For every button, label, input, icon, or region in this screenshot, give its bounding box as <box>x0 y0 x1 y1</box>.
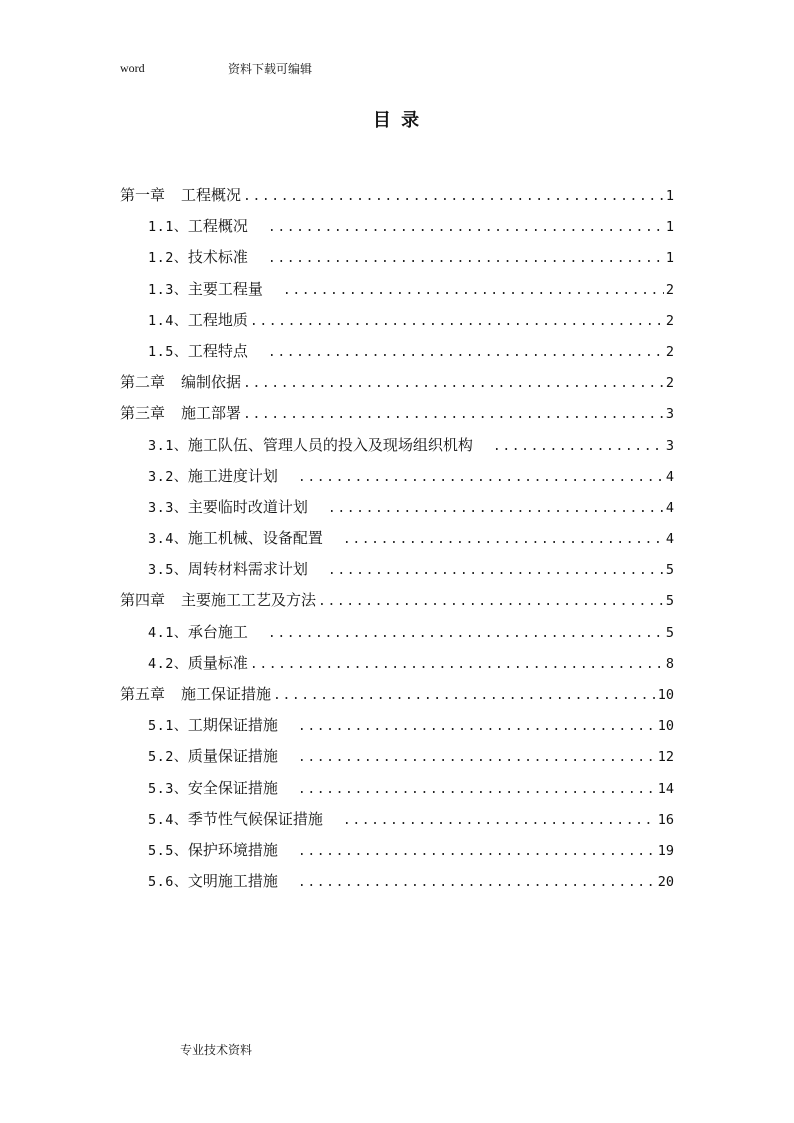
toc-entry-label: 主要施工工艺及方法 <box>181 591 317 610</box>
toc-page-number: 1 <box>665 250 674 267</box>
toc-dot-leader <box>243 399 664 430</box>
toc-dot-leader <box>298 774 656 805</box>
toc-entry-number: 1.4、 <box>148 312 188 329</box>
toc-dot-leader <box>328 493 664 524</box>
toc-dot-leader <box>343 805 656 836</box>
toc-page-number: 4 <box>665 499 674 516</box>
toc-entry-label: 季节性气候保证措施 <box>187 809 323 828</box>
toc-chapter-entry[interactable] <box>120 180 674 211</box>
toc-dot-leader <box>298 836 656 867</box>
toc-entry-label: 主要工程量 <box>187 279 263 298</box>
toc-entry-number: 第五章 <box>120 685 166 703</box>
toc-dot-leader <box>268 243 664 274</box>
toc-entry-label: 施工部署 <box>181 404 242 423</box>
toc-section-entry[interactable] <box>120 804 674 835</box>
toc-entry-number: 第三章 <box>120 404 166 423</box>
toc-section-entry[interactable] <box>120 554 674 585</box>
toc-entry-label: 工程概况 <box>181 186 242 204</box>
toc-page-number: 2 <box>665 312 674 329</box>
toc-page-number: 3 <box>665 437 674 454</box>
toc-dot-leader <box>243 181 664 212</box>
toc-dot-leader <box>268 618 664 649</box>
toc-entry-number: 5.5、 <box>148 842 188 859</box>
toc-entry-label: 主要临时改道计划 <box>187 497 308 516</box>
toc-dot-leader <box>298 462 664 493</box>
toc-page-number: 4 <box>665 468 674 485</box>
toc-section-entry[interactable] <box>120 523 674 554</box>
toc-entry-label: 施工队伍、管理人员的投入及现场组织机构 <box>187 435 473 454</box>
toc-entry-number: 3.1、 <box>148 437 188 454</box>
toc-page-number: 16 <box>657 811 674 828</box>
toc-section-entry[interactable] <box>120 336 674 367</box>
toc-entry-label: 保护环境措施 <box>187 840 278 859</box>
toc-entry-label: 工程概况 <box>187 217 248 236</box>
toc-entry-label: 质量标准 <box>187 653 248 672</box>
toc-entry-label: 工程地质 <box>187 310 248 329</box>
toc-entry-number: 1.2、 <box>148 250 188 267</box>
toc-page-number: 20 <box>657 874 674 891</box>
toc-entry-number: 3.5、 <box>148 562 188 579</box>
toc-section-entry[interactable] <box>120 710 674 741</box>
toc-entry-number: 第二章 <box>120 373 166 392</box>
toc-entry-label: 技术标准 <box>187 248 248 267</box>
toc-entry-number: 1.5、 <box>148 343 188 360</box>
toc-entry-label: 工期保证措施 <box>187 716 278 735</box>
toc-entry-label: 编制依据 <box>181 373 242 392</box>
toc-page-number: 2 <box>665 281 674 298</box>
toc-page-number: 2 <box>665 343 674 360</box>
toc-dot-leader <box>493 431 664 462</box>
toc-page-number: 19 <box>657 842 674 859</box>
toc-entry-label: 文明施工措施 <box>187 872 278 891</box>
table-of-contents <box>120 180 674 897</box>
toc-entry-label: 周转材料需求计划 <box>187 560 308 579</box>
toc-dot-leader <box>243 368 664 399</box>
toc-section-entry[interactable] <box>120 866 674 897</box>
toc-section-entry[interactable] <box>120 430 674 461</box>
toc-dot-leader <box>268 337 664 368</box>
footer-text: 专业技术资料 <box>180 1043 253 1057</box>
toc-section-entry[interactable] <box>120 617 674 648</box>
toc-dot-leader <box>298 742 656 773</box>
toc-entry-number: 第一章 <box>120 186 166 204</box>
toc-entry-number: 5.6、 <box>148 874 188 891</box>
toc-entry-label: 施工机械、设备配置 <box>187 529 323 548</box>
toc-dot-leader <box>273 680 656 711</box>
toc-section-entry[interactable] <box>120 648 674 679</box>
toc-page-number: 5 <box>665 593 674 610</box>
toc-entry-number: 3.4、 <box>148 531 188 548</box>
toc-chapter-entry[interactable] <box>120 367 674 398</box>
toc-section-entry[interactable] <box>120 211 674 242</box>
toc-section-entry[interactable] <box>120 835 674 866</box>
toc-entry-number: 3.2、 <box>148 468 188 485</box>
toc-entry-number: 4.1、 <box>148 624 188 641</box>
toc-page-number: 1 <box>665 188 674 204</box>
toc-section-entry[interactable] <box>120 305 674 336</box>
toc-page-number: 8 <box>665 655 674 672</box>
toc-dot-leader <box>250 649 664 680</box>
toc-section-entry[interactable] <box>120 242 674 273</box>
toc-entry-label: 施工保证措施 <box>181 685 272 703</box>
toc-entry-number: 5.2、 <box>148 749 188 766</box>
toc-entry-label: 承台施工 <box>187 622 248 641</box>
toc-entry-label: 质量保证措施 <box>187 747 278 766</box>
toc-dot-leader <box>298 867 656 898</box>
toc-entry-number: 5.4、 <box>148 811 188 828</box>
toc-page-number: 3 <box>665 406 674 423</box>
toc-section-entry[interactable] <box>120 461 674 492</box>
toc-page-number: 4 <box>665 531 674 548</box>
toc-chapter-entry[interactable] <box>120 585 674 616</box>
toc-dot-leader <box>328 555 664 586</box>
toc-entry-label: 安全保证措施 <box>187 778 278 797</box>
toc-chapter-entry[interactable] <box>120 679 674 710</box>
toc-page-number: 14 <box>657 780 674 797</box>
toc-section-entry[interactable] <box>120 741 674 772</box>
toc-page-number: 12 <box>657 749 674 766</box>
toc-entry-label: 施工进度计划 <box>187 466 278 485</box>
toc-section-entry[interactable] <box>120 773 674 804</box>
toc-dot-leader <box>283 275 664 306</box>
toc-page-number: 5 <box>665 562 674 579</box>
toc-entry-number: 5.1、 <box>148 718 188 735</box>
toc-page-number: 10 <box>657 687 674 703</box>
toc-section-entry[interactable] <box>120 274 674 305</box>
page-title: 目 录 <box>372 110 422 131</box>
toc-page-number: 1 <box>665 219 674 236</box>
toc-entry-number: 1.1、 <box>148 219 188 236</box>
toc-dot-leader <box>343 524 664 555</box>
toc-entry-number: 5.3、 <box>148 780 188 797</box>
toc-entry-label: 工程特点 <box>187 341 248 360</box>
toc-dot-leader <box>318 586 664 617</box>
toc-section-entry[interactable] <box>120 492 674 523</box>
header-left-text: word <box>120 61 145 75</box>
toc-page-number: 5 <box>665 624 674 641</box>
toc-dot-leader <box>298 711 656 742</box>
toc-entry-number: 第四章 <box>120 591 166 610</box>
toc-entry-number: 3.3、 <box>148 499 188 516</box>
toc-page-number: 2 <box>665 375 674 392</box>
toc-entry-number: 1.3、 <box>148 281 188 298</box>
toc-entry-number: 4.2、 <box>148 655 188 672</box>
toc-chapter-entry[interactable] <box>120 398 674 429</box>
toc-dot-leader <box>268 212 664 243</box>
toc-page-number: 10 <box>657 718 674 735</box>
toc-dot-leader <box>250 306 664 337</box>
header-right-text: 资料下载可编辑 <box>228 62 313 76</box>
